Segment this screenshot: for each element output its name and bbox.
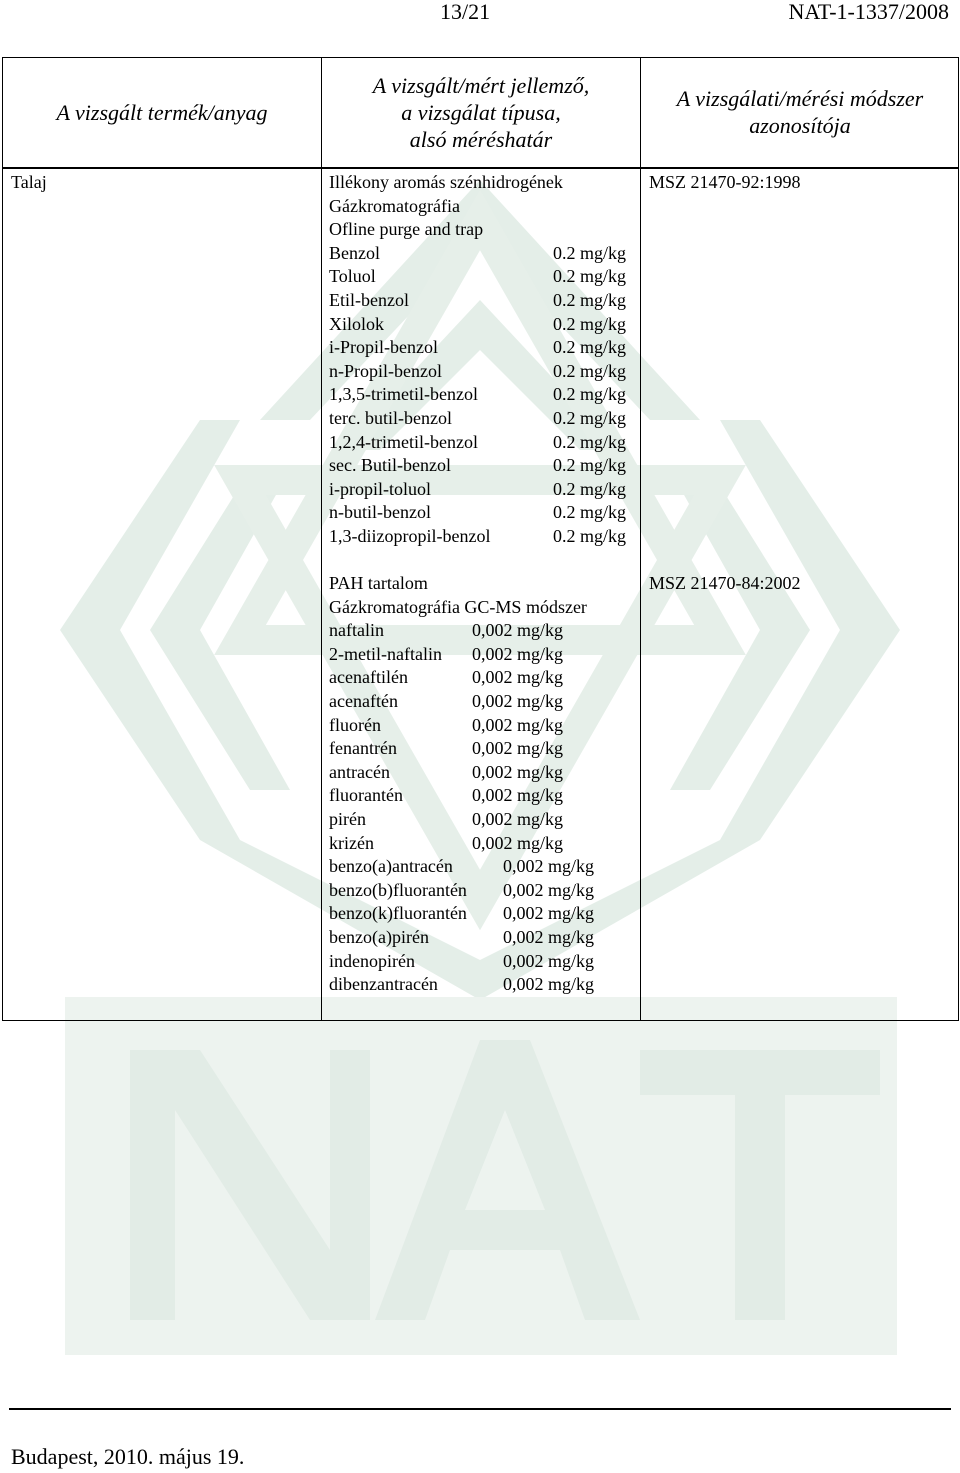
accreditation-table: [2, 57, 959, 1021]
detection-limit: 0,002 mg/kg: [472, 620, 564, 641]
detection-limit: 0,002 mg/kg: [472, 738, 564, 759]
detection-limit: 0.2 mg/kg: [553, 384, 627, 405]
analyte-name: antracén: [329, 761, 390, 782]
pah-block: [329, 572, 639, 997]
analyte-row: [329, 407, 639, 431]
footer-place-date: Budapest, 2010. május 19.: [11, 1444, 245, 1469]
analyte-row: [329, 690, 639, 714]
analyte-row: [329, 761, 639, 785]
detection-limit: 0,002 mg/kg: [503, 926, 595, 947]
detection-limit: 0.2 mg/kg: [553, 525, 627, 546]
analyte-name: Benzol: [329, 242, 380, 263]
analyte-name: indenopirén: [329, 950, 415, 971]
product-name: Talaj: [11, 172, 47, 192]
analyte-row: [329, 784, 639, 808]
block-heading: PAH tartalom: [329, 573, 428, 593]
analyte-row: [329, 313, 639, 337]
analyte-row: [329, 714, 639, 738]
analyte-row: [329, 619, 639, 643]
analyte-name: fluorantén: [329, 785, 403, 806]
column-divider: [321, 58, 322, 1020]
detection-limit: 0,002 mg/kg: [472, 643, 564, 664]
analyte-row: [329, 525, 639, 549]
analyte-name: 2-metil-naftalin: [329, 643, 442, 664]
analyte-row: [329, 265, 639, 289]
detection-limit: 0.2 mg/kg: [553, 242, 627, 263]
analyte-row: [329, 454, 639, 478]
detection-limit: 0.2 mg/kg: [553, 266, 627, 287]
analyte-row: [329, 478, 639, 502]
detection-limit: 0.2 mg/kg: [553, 502, 627, 523]
method-id: MSZ 21470-84:2002: [649, 573, 801, 593]
analyte-row: [329, 431, 639, 455]
detection-limit: 0,002 mg/kg: [503, 950, 595, 971]
analyte-row: [329, 383, 639, 407]
analyte-row: [329, 242, 639, 266]
analyte-name: terc. butil-benzol: [329, 407, 452, 428]
column-header-product: A vizsgált termék/anyag: [56, 99, 268, 125]
analyte-name: 1,2,4-trimetil-benzol: [329, 431, 478, 452]
analyte-row: [329, 360, 639, 384]
block-heading: Illékony aromás szénhidrogének: [329, 172, 563, 192]
analyte-name: n-Propil-benzol: [329, 360, 442, 381]
detection-limit: 0,002 mg/kg: [472, 667, 564, 688]
analyte-name: pirén: [329, 808, 366, 829]
analyte-name: acenaftén: [329, 690, 398, 711]
column-divider: [640, 58, 641, 1020]
analyte-row: [329, 808, 639, 832]
analyte-name: Toluol: [329, 266, 376, 287]
analyte-row: [329, 737, 639, 761]
method-id: MSZ 21470-92:1998: [649, 172, 801, 192]
analyte-name: Etil-benzol: [329, 289, 409, 310]
detection-limit: 0.2 mg/kg: [553, 407, 627, 428]
detection-limit: 0,002 mg/kg: [503, 856, 595, 877]
detection-limit: 0,002 mg/kg: [472, 808, 564, 829]
block-heading: Gázkromatográfia: [329, 195, 460, 216]
analyte-name: fluorén: [329, 714, 381, 735]
page-header: [0, 0, 960, 30]
analyte-name: benzo(b)fluorantén: [329, 879, 467, 900]
document-id: NAT-1-1337/2008: [788, 0, 949, 24]
detection-limit: 0.2 mg/kg: [553, 360, 627, 381]
analyte-name: benzo(k)fluorantén: [329, 903, 467, 924]
detection-limit: 0,002 mg/kg: [503, 903, 595, 924]
analyte-row: [329, 950, 639, 974]
detection-limit: 0.2 mg/kg: [553, 337, 627, 358]
analyte-name: 1,3-diizopropil-benzol: [329, 525, 491, 546]
detection-limit: 0,002 mg/kg: [503, 974, 595, 995]
page-number: 13/21: [440, 0, 491, 24]
analyte-name: i-Propil-benzol: [329, 337, 438, 358]
block-heading: Ofline purge and trap: [329, 219, 484, 240]
analyte-name: Xilolok: [329, 313, 385, 334]
analyte-name: fenantrén: [329, 738, 397, 759]
voc-block: [329, 171, 639, 549]
detection-limit: 0.2 mg/kg: [553, 431, 627, 452]
analyte-row: [329, 902, 639, 926]
analyte-row: [329, 336, 639, 360]
analyte-row: [329, 973, 639, 997]
analyte-row: [329, 289, 639, 313]
analyte-name: acenaftilén: [329, 667, 408, 688]
detection-limit: 0.2 mg/kg: [553, 478, 627, 499]
analyte-name: i-propil-toluol: [329, 478, 431, 499]
analyte-row: [329, 855, 639, 879]
analyte-row: [329, 832, 639, 856]
analyte-row: [329, 926, 639, 950]
analyte-name: dibenzantracén: [329, 974, 438, 995]
analyte-row: [329, 501, 639, 525]
detection-limit: 0,002 mg/kg: [503, 879, 595, 900]
column-header-characteristic: A vizsgált/mért jellemző, a vizsgálat típusa, alsó méréshatár: [372, 72, 590, 152]
detection-limit: 0,002 mg/kg: [472, 714, 564, 735]
detection-limit: 0,002 mg/kg: [472, 832, 564, 853]
detection-limit: 0.2 mg/kg: [553, 455, 627, 476]
detection-limit: 0.2 mg/kg: [553, 313, 627, 334]
analyte-row: [329, 879, 639, 903]
analyte-name: sec. Butil-benzol: [329, 455, 451, 476]
header-divider: [3, 167, 958, 169]
detection-limit: 0.2 mg/kg: [553, 289, 627, 310]
analyte-name: naftalin: [329, 620, 384, 641]
analyte-name: n-butil-benzol: [329, 502, 431, 523]
analyte-name: 1,3,5-trimetil-benzol: [329, 384, 478, 405]
analyte-row: [329, 666, 639, 690]
analyte-name: benzo(a)antracén: [329, 856, 453, 877]
block-heading: Gázkromatográfia GC-MS módszer: [329, 596, 587, 617]
analyte-name: benzo(a)pirén: [329, 926, 429, 947]
column-header-method: A vizsgálati/mérési módszer azonosítója: [676, 86, 924, 138]
detection-limit: 0,002 mg/kg: [472, 785, 564, 806]
detection-limit: 0,002 mg/kg: [472, 690, 564, 711]
analyte-row: [329, 643, 639, 667]
analyte-name: krizén: [329, 832, 374, 853]
detection-limit: 0,002 mg/kg: [472, 761, 564, 782]
footer-divider: [9, 1408, 951, 1410]
